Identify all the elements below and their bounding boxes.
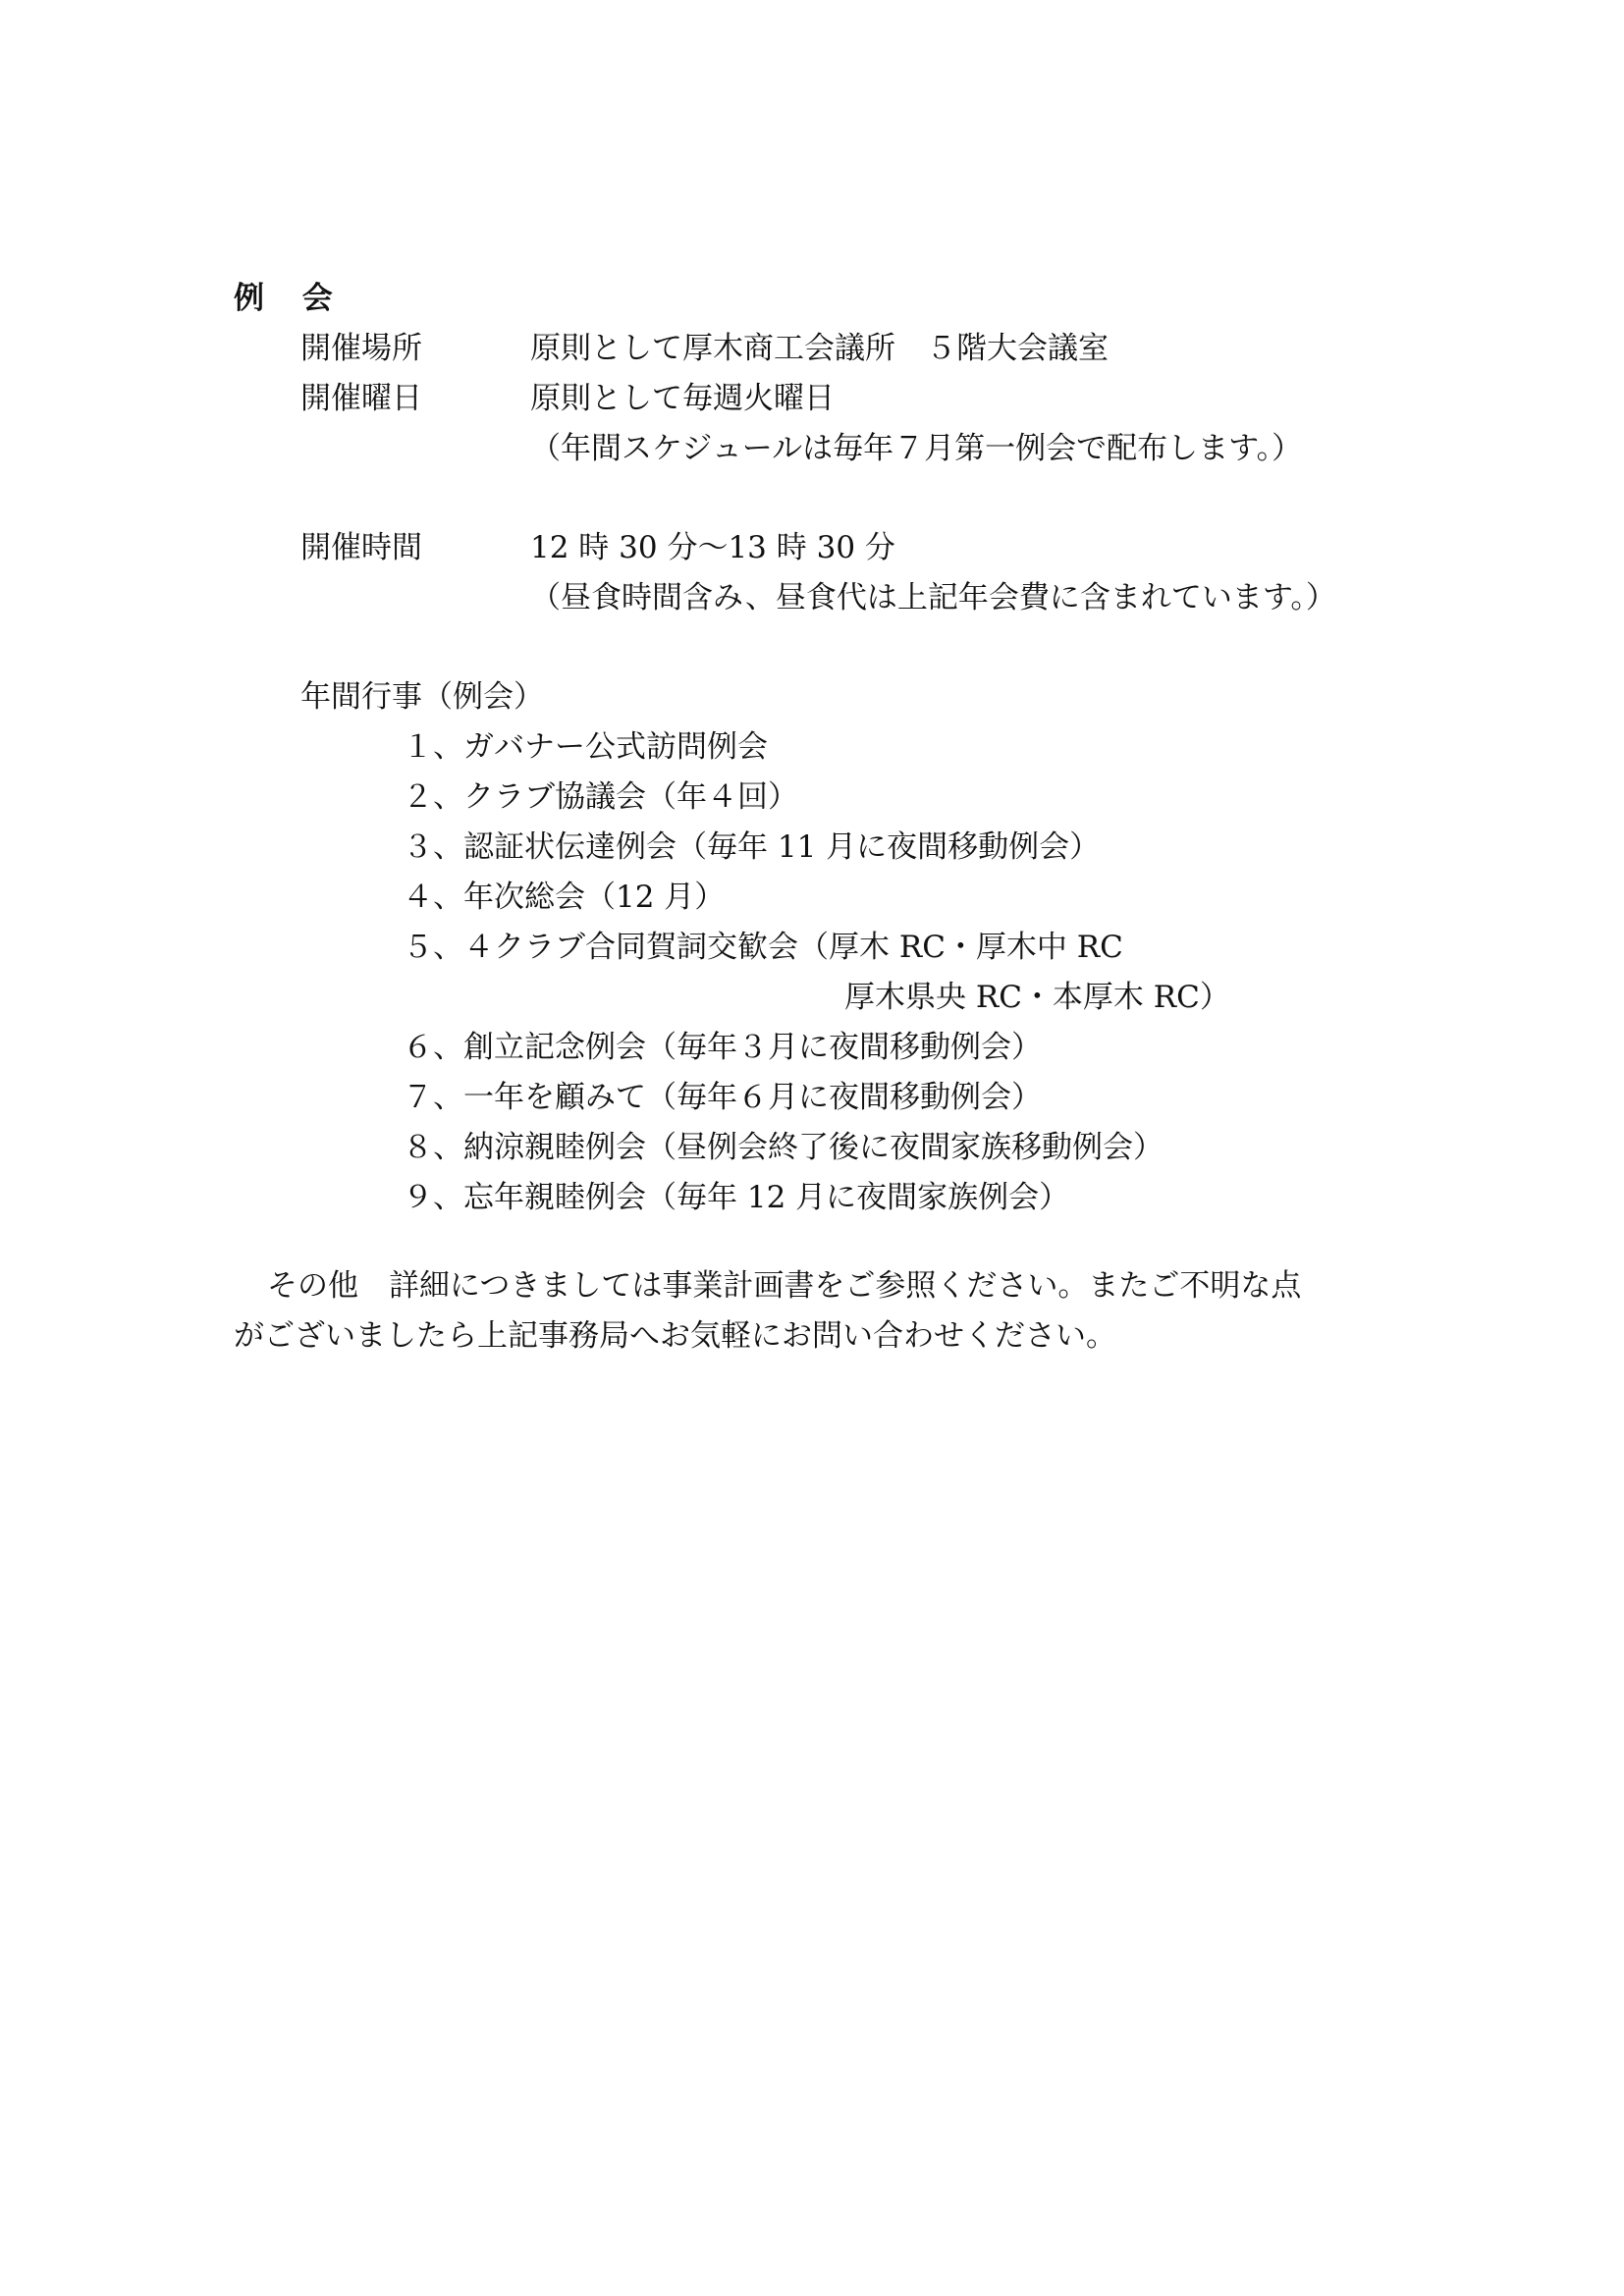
venue-label: 開催場所 bbox=[300, 331, 422, 366]
list-item: ４、年次総会（12 月） bbox=[403, 880, 726, 915]
list-item: ２、クラブ協議会（年４回） bbox=[403, 779, 798, 815]
time-value: 12 時 30 分～13 時 30 分 bbox=[530, 530, 895, 565]
venue-value: 原則として厚木商工会議所 ５階大会議室 bbox=[530, 331, 1109, 366]
time-label: 開催時間 bbox=[300, 530, 422, 565]
list-item: ８、納涼親睦例会（昼例会終了後に夜間家族移動例会） bbox=[403, 1130, 1164, 1165]
day-value: 原則として毎週火曜日 bbox=[530, 381, 835, 416]
list-item: ５、４クラブ合同賀詞交歓会（厚木 RC・厚木中 RC bbox=[403, 930, 1123, 965]
list-item-continuation: 厚木県央 RC・本厚木 RC） bbox=[844, 980, 1230, 1015]
list-item: ３、認証状伝達例会（毎年 11 月に夜間移動例会） bbox=[403, 829, 1101, 865]
annual-events-title: 年間行事（例会） bbox=[300, 679, 544, 715]
list-item: ６、創立記念例会（毎年３月に夜間移動例会） bbox=[403, 1030, 1042, 1065]
day-note: （年間スケジュールは毎年７月第一例会で配布します。） bbox=[530, 431, 1303, 466]
list-item: ７、一年を顧みて（毎年６月に夜間移動例会） bbox=[403, 1080, 1042, 1115]
day-label: 開催曜日 bbox=[300, 381, 422, 416]
section-heading: 例 会 bbox=[234, 281, 347, 316]
other-paragraph-line-2: がございましたら上記事務局へお気軽にお問い合わせください。 bbox=[234, 1318, 1116, 1354]
list-item: １、ガバナー公式訪問例会 bbox=[403, 729, 768, 765]
other-paragraph-line-1: その他 詳細につきましては事業計画書をご参照ください。またご不明な点 bbox=[267, 1268, 1302, 1304]
time-note: （昼食時間含み、昼食代は上記年会費に含まれています。） bbox=[530, 580, 1336, 615]
list-item: ９、忘年親睦例会（毎年 12 月に夜間家族例会） bbox=[403, 1180, 1070, 1215]
